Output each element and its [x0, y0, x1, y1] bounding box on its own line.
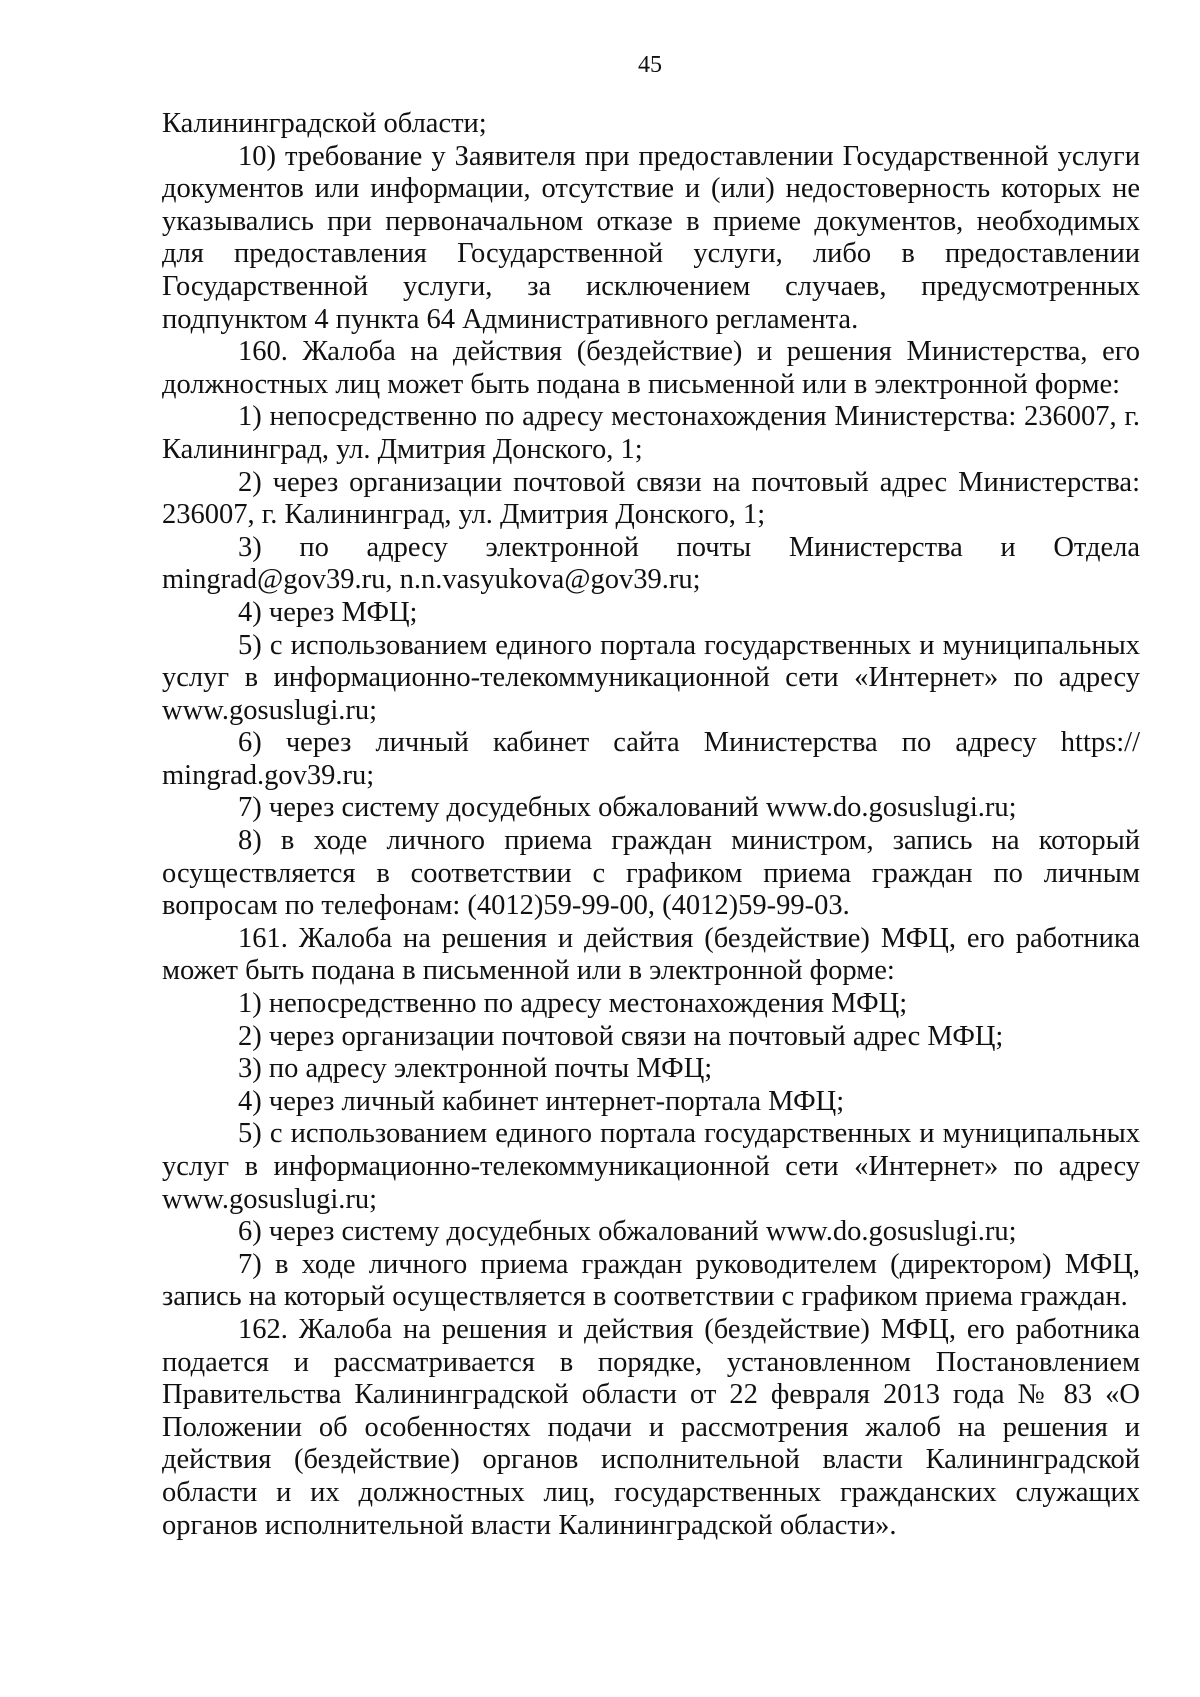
list-item: 7) в ходе личного приема граждан руководителем (директором) МФЦ, запись на который осуществляется в соответствии с графиком приема граждан. — [162, 1248, 1140, 1313]
list-item: 5) с использованием единого портала государственных и муниципальных услуг в информационно-телекоммуникационной сети «Интернет» по адресу www.gosuslugi.ru; — [162, 1118, 1140, 1215]
list-item: 4) через личный кабинет интернет-портала МФЦ; — [238, 1085, 845, 1117]
paragraph: 161. Жалоба на решения и действия (бездействие) МФЦ, его работника может быть подана в письменной или в электронной форме: — [162, 922, 1140, 987]
list-item: 7) через систему досудебных обжалований www.do.gosuslugi.ru; — [238, 792, 1017, 824]
list-item: 3) по адресу электронной почты Министерства и Отдела mingrad@gov39.ru, n.n.vasyukova@gov39.ru; — [162, 531, 1140, 596]
list-item: 5) с использованием единого портала государственных и муниципальных услуг в информационно-телекоммуникационной сети «Интернет» по адресу www.gosuslugi.ru; — [162, 629, 1140, 726]
list-item: 6) через систему досудебных обжалований www.do.gosuslugi.ru; — [238, 1216, 1017, 1248]
paragraph: Калининградской области; — [162, 108, 487, 139]
list-item: 3) по адресу электронной почты МФЦ; — [238, 1053, 713, 1085]
list-item: 2) через организации почтовой связи на почтовый адрес Министерства: 236007, г. Калининград, ул. Дмитрия Донского, 1; — [162, 466, 1140, 531]
list-item: 4) через МФЦ; — [238, 596, 418, 628]
list-item: 8) в ходе личного приема граждан министром, запись на который осуществляется в соответствии с графиком приема граждан по личным вопросам по телефонам: (4012)59-99-00, (4012)59-99-03. — [162, 825, 1140, 922]
paragraph: 162. Жалоба на решения и действия (бездействие) МФЦ, его работника подается и рассматривается в порядке, установленном Постановлением Правительства Калининградской области от 22 февраля 2013 года № 83 «О Положении об особенностях подачи и рассмотрения жалоб на решения и действия (бездействие) органов исполнительной власти Калининградской области и их должностных лиц, государственных гражданских служащих органов исполнительной власти Калининградской области». — [162, 1313, 1140, 1541]
page-number: 45 — [638, 52, 662, 78]
list-item: 1) непосредственно по адресу местонахождения МФЦ; — [238, 988, 908, 1020]
list-item: 1) непосредственно по адресу местонахождения Министерства: 236007, г. Калининград, ул. Дмитрия Донского, 1; — [162, 401, 1140, 465]
paragraph: 10) требование у Заявителя при предоставлении Государственной услуги документов или информации, отсутствие и (или) недостоверность которых не указывались при первоначальном отказе в приеме документов, необходимых для предоставления Государственной услуги, либо в предоставлении Государственной услуги, за исключением случаев, предусмотренных подпунктом 4 пункта 64 Административного регламента. — [162, 140, 1140, 335]
document-body — [162, 108, 1140, 1542]
paragraph: 160. Жалоба на действия (бездействие) и решения Министерства, его должностных лиц может быть подана в письменной или в электронной форме: — [162, 336, 1140, 400]
list-item: 2) через организации почтовой связи на почтовый адрес МФЦ; — [238, 1020, 1004, 1052]
list-item: 6) через личный кабинет сайта Министерства по адресу https:// mingrad.gov39.ru; — [162, 727, 1140, 791]
